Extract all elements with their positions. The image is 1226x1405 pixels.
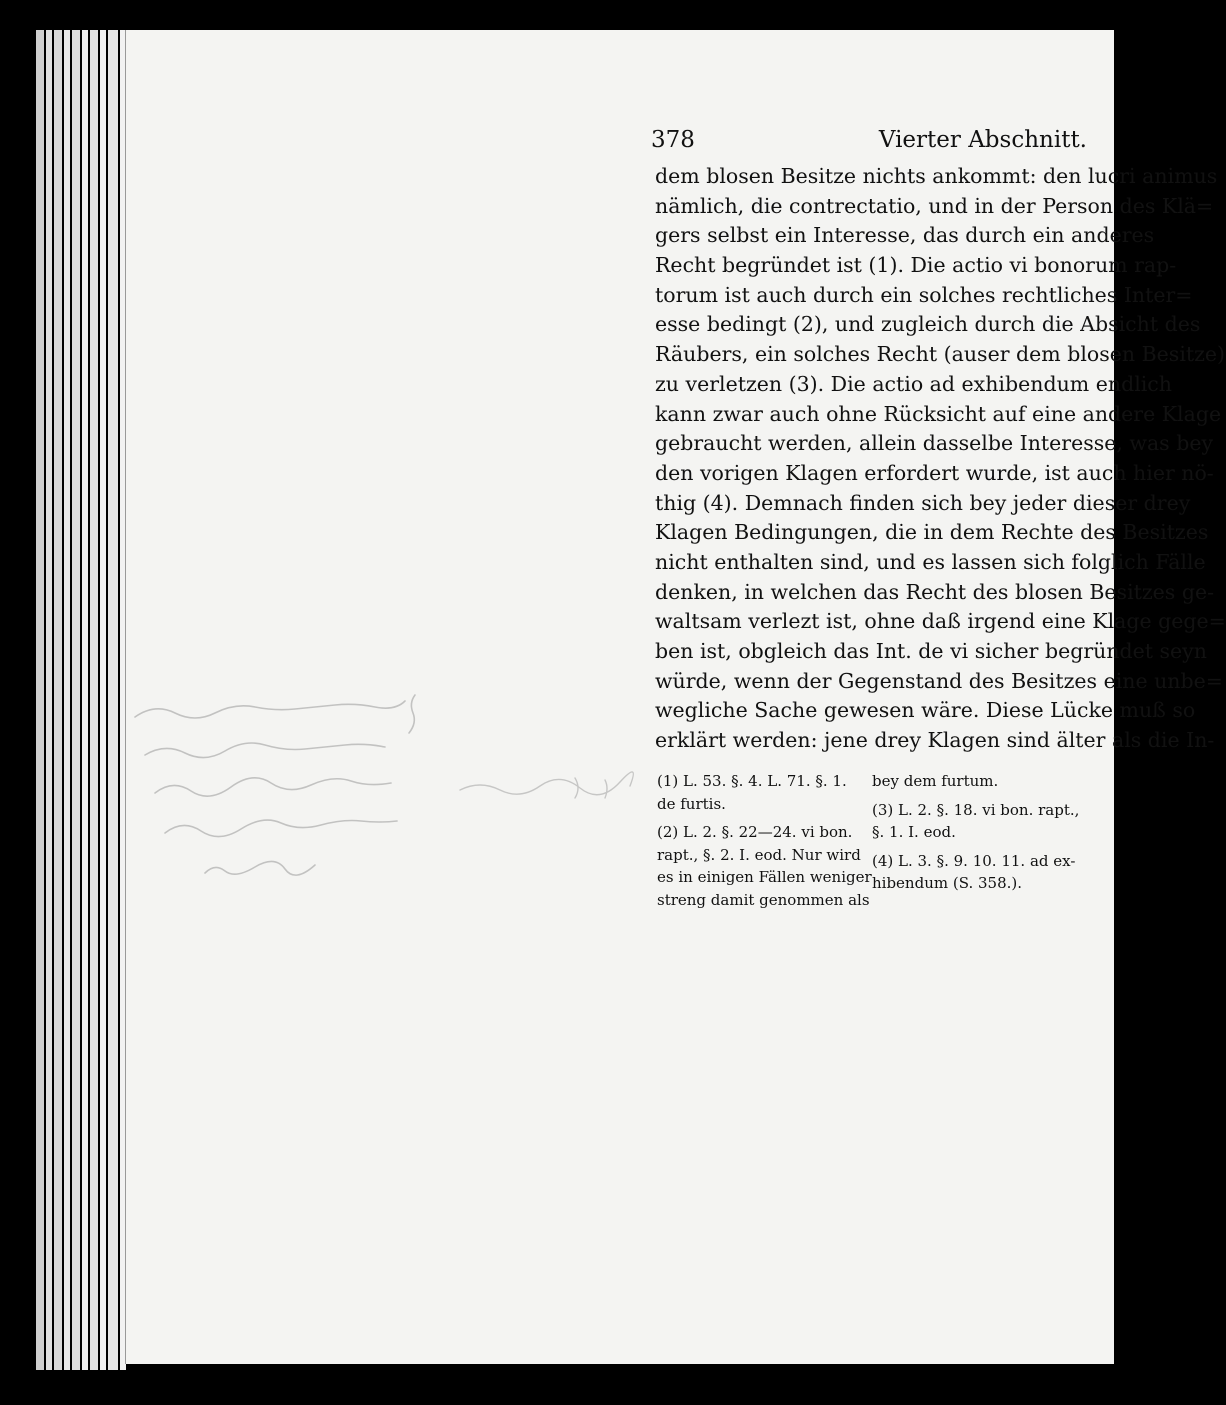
body-line: Räubers, ein solches Recht (auser dem blosen Besitze) <box>655 342 1226 367</box>
footnote-line: (4) L. 3. §. 9. 10. 11. ad ex- <box>872 851 1076 870</box>
body-line: dem blosen Besitze nichts ankommt: den lucri animus <box>655 164 1218 188</box>
footnote-line: es in einigen Fällen weniger <box>657 868 872 886</box>
footnote-line: hibendum (S. 358.). <box>872 874 1022 892</box>
body-line: wegliche Sache gewesen wäre. Diese Lücke muß so <box>655 698 1196 723</box>
body-line: nämlich, die contrectatio, und in der Person des Klä= <box>655 193 1214 218</box>
page-number: 378 <box>651 127 695 153</box>
footnote-line: bey dem furtum. <box>872 772 999 790</box>
footnote <box>657 770 855 815</box>
body-line: Recht begründet ist (1). Die actio vi bonorum rap- <box>655 253 1177 278</box>
body-line: erklärt werden: jene drey Klagen sind älter als die In- <box>655 728 1215 753</box>
footnote-line: de furtis. <box>657 794 726 813</box>
body-line: nicht enthalten sind, und es lassen sich folglich Fälle <box>655 549 1206 574</box>
body-line: waltsam verlezt ist, ohne daß irgend eine Klage gege= <box>655 609 1226 634</box>
footnote-line: §. 1. I. eod. <box>872 823 956 841</box>
body-line: torum ist auch durch ein solches rechtliches Inter= <box>655 282 1193 307</box>
footnotes-right-column <box>872 770 1090 901</box>
body-line: gers selbst ein Interesse, das durch ein anderes <box>655 223 1155 248</box>
body-line: kann zwar auch ohne Rücksicht auf eine andere Klage <box>655 401 1222 426</box>
body-line: denken, in welchen das Recht des blosen Besitzes ge- <box>655 579 1215 604</box>
footnote-line: (1) L. 53. §. 4. L. 71. §. 1. <box>657 772 847 790</box>
pencil-scribble <box>455 770 635 810</box>
body-line: zu verletzen (3). Die actio ad exhibendum endlich <box>655 371 1172 396</box>
footnote-line: streng damit genommen als <box>657 890 870 909</box>
footnote <box>657 821 872 911</box>
body-line: Klagen Bedingungen, die in dem Rechte des Besitzes <box>655 520 1209 545</box>
page-header <box>651 127 1087 161</box>
running-head: Vierter Abschnitt. <box>878 127 1087 153</box>
body-line: gebraucht werden, allein dasselbe Interesse, was bey <box>655 431 1214 456</box>
footnote-line: (3) L. 2. §. 18. vi bon. rapt., <box>872 800 1080 819</box>
body-line: esse bedingt (2), und zugleich durch die Absicht des <box>655 312 1201 337</box>
handwritten-marginal-note <box>115 685 445 905</box>
footnotes-left-column <box>657 770 872 917</box>
footnote <box>872 799 1090 844</box>
body-text <box>655 162 1226 756</box>
body-line: thig (4). Demnach finden sich bey jeder dieser drey <box>655 490 1191 515</box>
footnote <box>872 850 1090 895</box>
body-line: den vorigen Klagen erfordert wurde, ist auch hier nö- <box>655 460 1214 485</box>
body-line: würde, wenn der Gegenstand des Besitzes eine unbe= <box>655 668 1223 693</box>
footnote <box>872 770 1090 793</box>
footnote-line: rapt., §. 2. I. eod. Nur wird <box>657 845 861 864</box>
body-line: ben ist, obgleich das Int. de vi sicher begründet seyn <box>655 639 1207 663</box>
footnote-line: (2) L. 2. §. 22—24. vi bon. <box>657 823 853 841</box>
